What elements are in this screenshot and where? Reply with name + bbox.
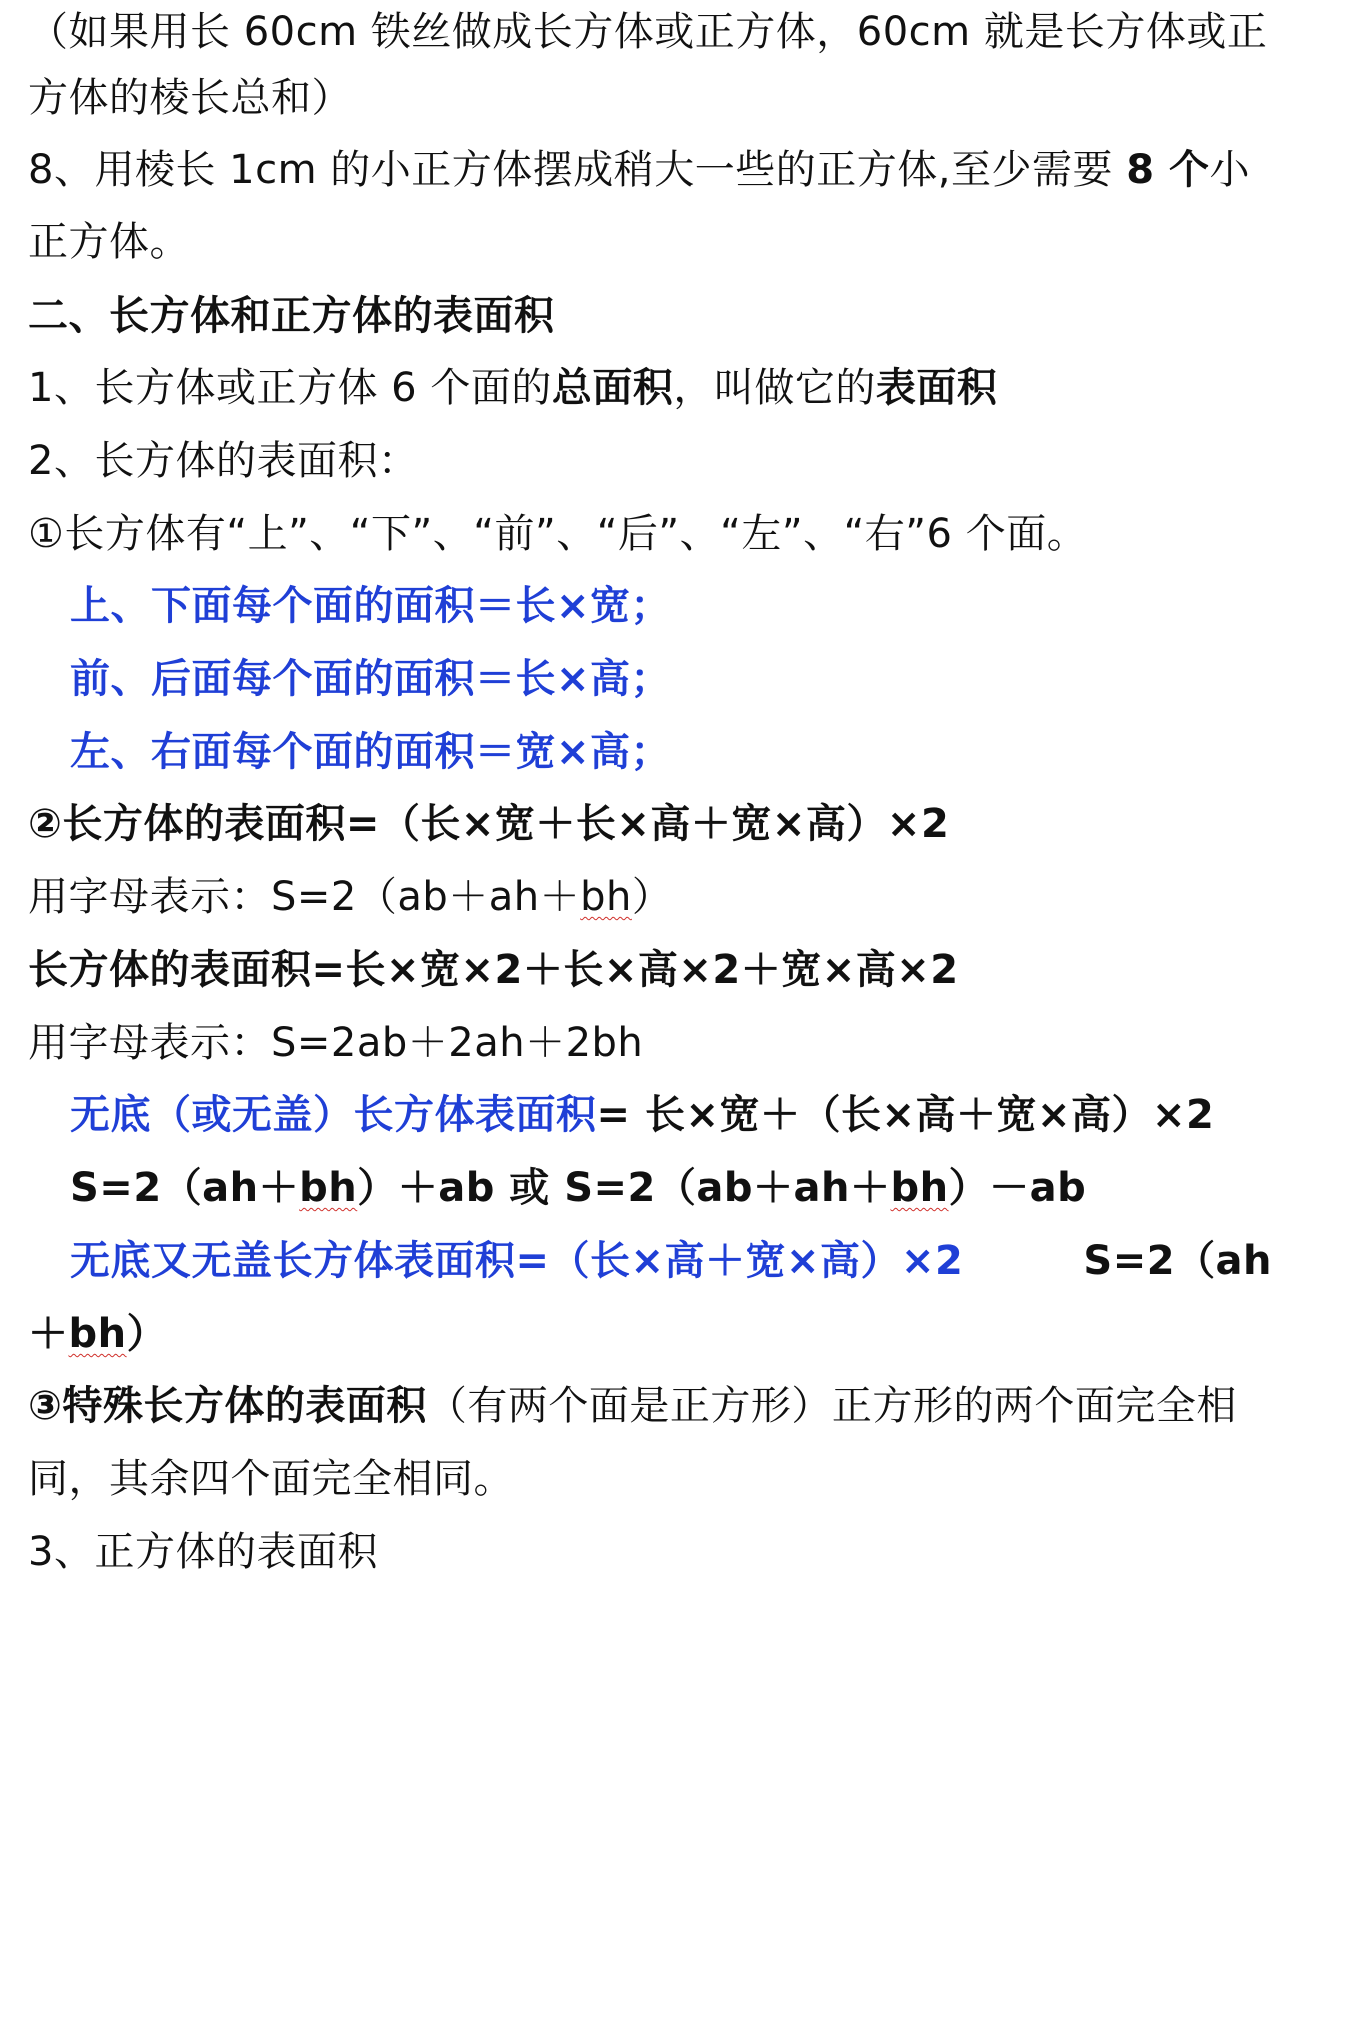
text-run: ，叫做它的 xyxy=(673,365,876,411)
item-1 xyxy=(28,364,997,412)
surface-area-formula-2 xyxy=(28,946,959,994)
text-run: 左、右面每个面的面积＝宽×高； xyxy=(70,729,672,775)
special-cuboid-line-2 xyxy=(28,1455,514,1503)
bold-text-run: 8 个 xyxy=(1126,147,1210,193)
item-3 xyxy=(28,1528,378,1576)
text-run: （如果用长 60cm 铁丝做成长方体或正方体，60cm 就是长方体或正 xyxy=(28,9,1268,55)
spellcheck-text-run: bh xyxy=(890,1165,949,1211)
bold-text-run: 总面积 xyxy=(551,365,674,411)
text-run: ）－ab xyxy=(948,1165,1087,1211)
text-run: 同，其余四个面完全相同。 xyxy=(28,1456,514,1502)
text-run: 无底又无盖长方体表面积=（长×高＋宽×高）×2 xyxy=(70,1238,964,1284)
text-run: 1、长方体或正方体 6 个面的 xyxy=(28,365,552,411)
text-run: ①长方体有“上”、“下”、“前”、“后”、“左”、“右”6 个面。 xyxy=(28,511,1088,557)
item-8-line-2 xyxy=(28,218,190,266)
item-8-line-1 xyxy=(28,146,1250,194)
text-run: 正方体。 xyxy=(28,219,190,265)
text-run: 方体的棱长总和） xyxy=(28,75,352,121)
spellcheck-text-run: bh xyxy=(68,1311,127,1357)
text-run: ） xyxy=(631,874,673,920)
text-run: 用字母表示：S=2ab＋2ah＋2bh xyxy=(28,1020,644,1066)
item-2 xyxy=(28,437,418,485)
text-run: 长方体的表面积=长×宽×2＋长×高×2＋宽×高×2 xyxy=(28,947,959,993)
no-bottom-letter-formula xyxy=(70,1164,1086,1212)
no-bottom-no-top-formula-cont xyxy=(28,1310,167,1358)
text-run: 3、正方体的表面积 xyxy=(28,1529,378,1575)
surface-area-formula-1 xyxy=(28,800,949,848)
text-run: 前、后面每个面的面积＝长×高； xyxy=(70,656,672,702)
spellcheck-text-run: bh xyxy=(580,874,632,920)
heading-text: 二、长方体和正方体的表面积 xyxy=(28,293,555,339)
formula-top-bottom xyxy=(70,582,671,630)
special-cuboid-line-1 xyxy=(28,1382,1237,1430)
text-run: ）＋ab 或 S=2（ab＋ah＋ xyxy=(357,1165,891,1211)
spellcheck-text-run: bh xyxy=(299,1165,358,1211)
text-run: 上、下面每个面的面积＝长×宽； xyxy=(70,583,672,629)
text-run: S=2（ah xyxy=(1083,1238,1273,1284)
text-run: S=2（ah＋ xyxy=(70,1165,300,1211)
letter-formula-1 xyxy=(28,873,672,921)
text-run: 用字母表示：S=2（ab＋ah＋ xyxy=(28,874,581,920)
no-bottom-formula xyxy=(70,1091,1214,1139)
bold-text-run: ③特殊长方体的表面积 xyxy=(28,1383,427,1429)
letter-formula-2 xyxy=(28,1019,643,1067)
paragraph-line-2 xyxy=(28,74,352,122)
text-run: 2、长方体的表面积： xyxy=(28,438,419,484)
text-run: ） xyxy=(126,1311,168,1357)
text-run: ＋ xyxy=(28,1311,69,1357)
text-run: ②长方体的表面积=（长×宽＋长×高＋宽×高）×2 xyxy=(28,801,950,847)
text-run: 8、用棱长 1cm 的小正方体摆成稍大一些的正方体,至少需要 xyxy=(28,147,1127,193)
text-run: 无底（或无盖）长方体表面积 xyxy=(70,1092,597,1138)
bold-text-run: 表面积 xyxy=(875,365,998,411)
text-run: = 长×宽＋（长×高＋宽×高）×2 xyxy=(596,1092,1215,1138)
formula-left-right xyxy=(70,728,671,776)
formula-front-back xyxy=(70,655,671,703)
faces-line xyxy=(28,510,1087,558)
no-bottom-no-top-formula xyxy=(70,1237,1272,1285)
text-run: 小 xyxy=(1209,147,1250,193)
section-heading xyxy=(28,292,555,340)
paragraph-line-1 xyxy=(28,8,1267,56)
text-run: （有两个面是正方形）正方形的两个面完全相 xyxy=(426,1383,1237,1429)
